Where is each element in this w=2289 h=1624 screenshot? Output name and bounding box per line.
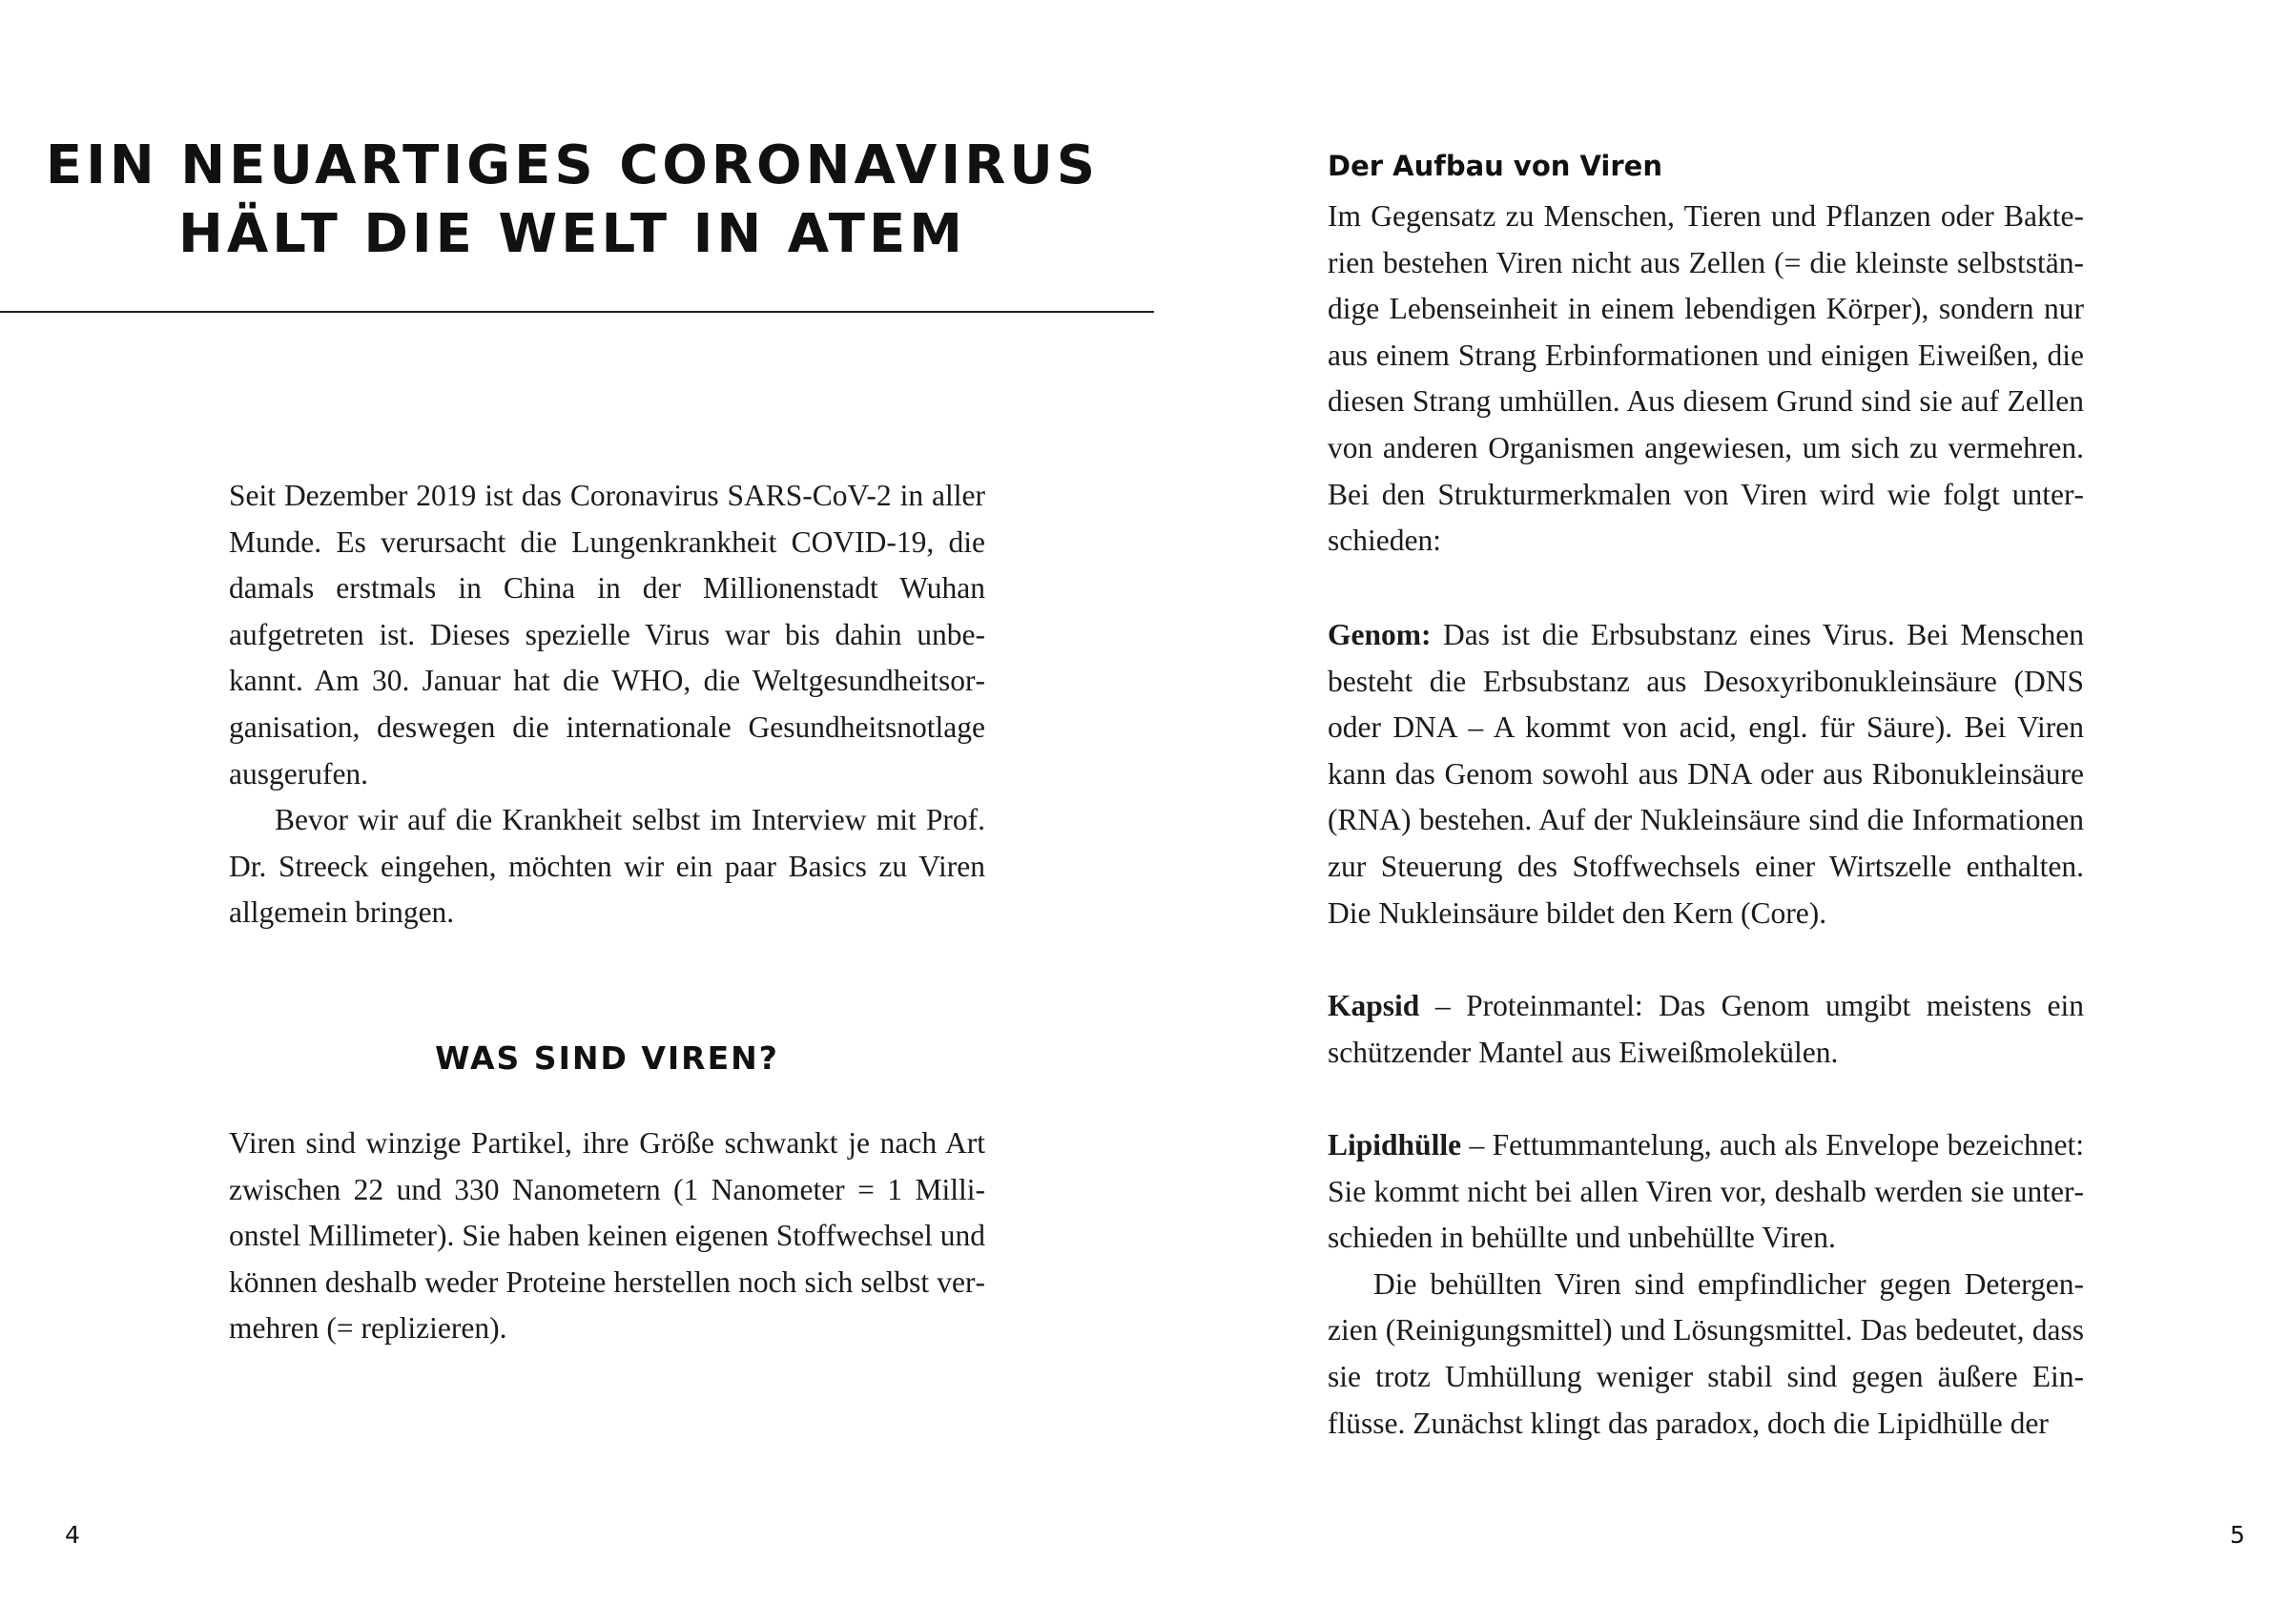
lipidhuelle-description: – Fettummantelung, auch als Envelope bezeichnet: Sie kommt nicht bei allen Viren vor, deshalb werden sie unterschieden in behüllte und unbehüllte Viren. bbox=[1328, 1128, 2084, 1255]
genom-paragraph bbox=[1328, 612, 2084, 936]
title-divider bbox=[0, 311, 1154, 313]
right-page bbox=[1144, 0, 2289, 1624]
aufbau-text bbox=[1328, 194, 2084, 565]
subheading: Der Aufbau von Viren bbox=[1328, 150, 1662, 182]
lipidhuelle-paragraph bbox=[1328, 1122, 2084, 1262]
kapsid-text bbox=[1328, 983, 2084, 1076]
page-number-right: 5 bbox=[2230, 1521, 2245, 1549]
genom-description: Das ist die Erbsubstanz eines Virus. Bei Menschen besteht die Erbsubstanz aus Desoxyribonukleinsäure (DNS oder DNA – A kommt von acid, engl. für Säure). Bei Viren kann das Genom sowohl aus DNA oder aus Ribonukleinsäure (RNA) bestehen. Auf der Nukleinsäure sind die Informationen zur Steuerung des Stoffwechsels einer Wirtszelle enthalten. Die Nukleinsäure bildet den Kern (Core). bbox=[1328, 618, 2084, 930]
chapter-title-line-1: EIN NEUARTIGES CORONAVIRUS bbox=[45, 134, 1100, 196]
intro-text bbox=[229, 473, 985, 936]
kapsid-description: – Proteinmantel: Das Genom umgibt meistens ein schützender Mantel aus Eiweißmolekülen. bbox=[1328, 989, 2084, 1069]
section-heading: WAS SIND VIREN? bbox=[435, 1039, 779, 1077]
genom-term: Genom: bbox=[1328, 618, 1432, 651]
intro-paragraph-2: Bevor wir auf die Krankheit selbst im Interview mit Prof. Dr. Streeck eingehen, möchten wir ein paar Basics zu Viren allgemein bringen. bbox=[229, 803, 985, 930]
viren-paragraph: Viren sind winzige Partikel, ihre Größe schwankt je nach Art zwischen 22 und 330 Nanometern (1 Nanometer = 1 Millionstel Millimeter). Sie haben keinen eigenen Stoffwechsel und können deshalb weder Proteine herstellen noch sich selbst vermehren (= replizieren). bbox=[229, 1126, 985, 1346]
page-number-left: 4 bbox=[65, 1521, 80, 1549]
chapter-title bbox=[0, 132, 1144, 269]
viren-text bbox=[229, 1120, 985, 1352]
lipidhuelle-continuation: Die behüllten Viren sind empfindlicher gegen Detergenzien (Reinigungsmittel) und Lösungsmittel. Das bedeutet, dass sie trotz Umhüllung weniger stabil sind gegen äußere Einflüsse. Zunächst klingt das paradox, doch die Lipidhülle der bbox=[1328, 1266, 2084, 1440]
chapter-title-line-2: HÄLT DIE WELT IN ATEM bbox=[178, 203, 966, 265]
lipidhuelle-term: Lipidhülle bbox=[1328, 1128, 1462, 1161]
kapsid-term: Kapsid bbox=[1328, 989, 1420, 1022]
genom-text bbox=[1328, 612, 2084, 936]
kapsid-paragraph bbox=[1328, 983, 2084, 1076]
intro-paragraph-1: Seit Dezember 2019 ist das Coronavirus SARS-CoV-2 in aller Munde. Es verursacht die Lungenkrankheit COVID-19, die damals erstmals in China in der Millionenstadt Wuhan aufgetreten ist. Dieses spezielle Virus war bis dahin unbekannt. Am 30. Januar hat die WHO, die Weltgesundheitsorganisation, deswegen die internationale Gesundheitsnotlage ausgerufen. bbox=[229, 479, 985, 791]
aufbau-paragraph: Im Gegensatz zu Menschen, Tieren und Pflanzen oder Bakterien bestehen Viren nicht aus Zellen (= die kleinste selbstständige Lebenseinheit in einem lebendigen Körper), sondern nur aus einem Strang Erbinformationen und einigen Eiweißen, die diesen Strang umhüllen. Aus diesem Grund sind sie auf Zellen von anderen Organismen angewiesen, um sich zu vermehren. Bei den Strukturmerkmalen von Viren wird wie folgt unterschieden: bbox=[1328, 199, 2084, 558]
left-page bbox=[0, 0, 1144, 1624]
lipidhuelle-text bbox=[1328, 1122, 2084, 1447]
